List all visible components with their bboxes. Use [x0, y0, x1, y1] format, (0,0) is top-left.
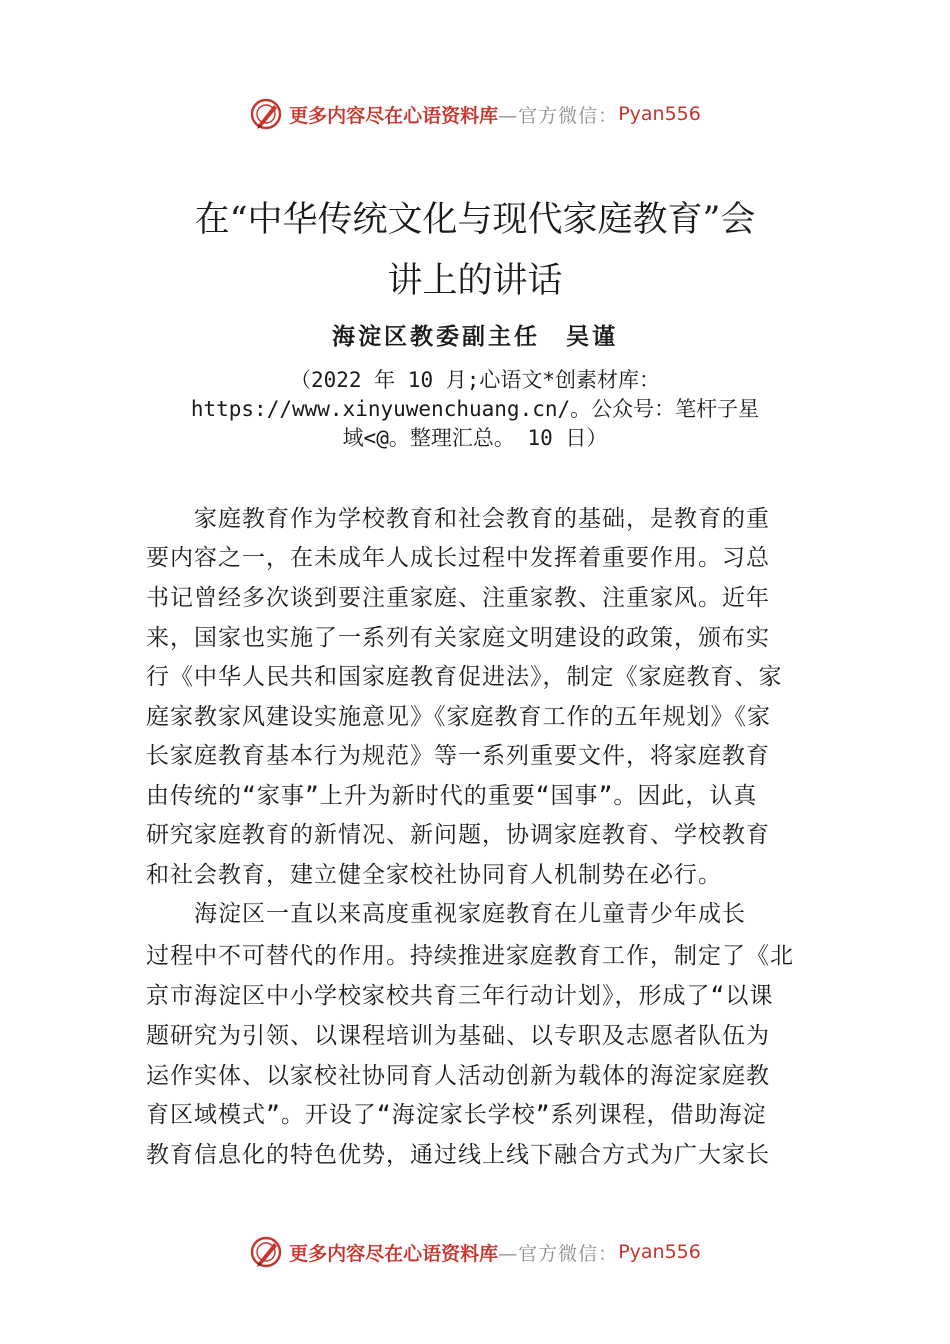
page-title-line-1: 在“中华传统文化与现代家庭教育”会 [194, 200, 756, 240]
body-line: 长家庭教育基本行为规范》等一系列重要文件，将家庭教育 [146, 743, 770, 769]
dateline-2: https://www.xinyuwenchuang.cn/。公众号：笔杆子星 [190, 397, 760, 421]
dateline-3: 域<@。整理汇总。 10 日） [342, 426, 608, 450]
body-line: 教育信息化的特色优势，通过线上线下融合方式为广大家长 [146, 1142, 770, 1168]
body-line: 题研究为引领、以课程培训为基础、以专职及志愿者队伍为 [146, 1023, 770, 1049]
header-banner [0, 94, 950, 134]
banner-sub-text: —官方微信： [498, 104, 619, 127]
body-line: 过程中不可替代的作用。持续推进家庭教育工作，制定了《北 [146, 943, 794, 969]
body-line: 运作实体、以家校社协同育人活动创新为载体的海淀家庭教 [146, 1063, 770, 1089]
banner-wechat-id: Pyan556 [618, 1241, 701, 1263]
page-title-line-2: 讲上的讲话 [387, 261, 563, 301]
dateline-1: （2022 年 10 月;心语文*创素材库： [289, 368, 661, 392]
body-line: 家庭教育作为学校教育和社会教育的基础，是教育的重 [146, 506, 770, 532]
body-line: 要内容之一，在未成年人成长过程中发挥着重要作用。习总 [146, 545, 770, 571]
author-line: 海淀区教委副主任 吴谨 [332, 323, 618, 350]
body-line: 行《中华人民共和国家庭教育促进法》，制定《家庭教育、家 [146, 664, 783, 690]
banner-main-text: 更多内容尽在心语资料库 [289, 1242, 499, 1265]
banner-sub-text: —官方微信： [498, 1242, 619, 1265]
body-line: 和社会教育，建立健全家校社协同育人机制势在必行。 [146, 862, 722, 888]
body-line: 育区域模式”。开设了“海淀家长学校”系列课程，借助海淀 [146, 1102, 767, 1128]
banner-wechat-id: Pyan556 [618, 103, 701, 125]
body-line: 庭家教家风建设实施意见》《家庭教育工作的五年规划》《家 [146, 704, 771, 730]
banner-main-text: 更多内容尽在心语资料库 [289, 104, 499, 127]
pen-logo-icon [249, 97, 283, 131]
body-line: 来，国家也实施了一系列有关家庭文明建设的政策，颁布实 [146, 625, 770, 651]
body-line: 海淀区一直以来高度重视家庭教育在儿童青少年成长 [146, 901, 746, 927]
pen-logo-icon [249, 1235, 283, 1269]
body-line: 书记曾经多次谈到要注重家庭、注重家教、注重家风。近年 [146, 585, 770, 611]
body-line: 京市海淀区中小学校家校共育三年行动计划》，形成了“以课 [146, 983, 774, 1009]
footer-banner [0, 1232, 950, 1272]
body-line: 研究家庭教育的新情况、新问题，协调家庭教育、学校教育 [146, 822, 770, 848]
body-line: 由传统的“家事”上升为新时代的重要“国事”。因此，认真 [146, 783, 758, 809]
